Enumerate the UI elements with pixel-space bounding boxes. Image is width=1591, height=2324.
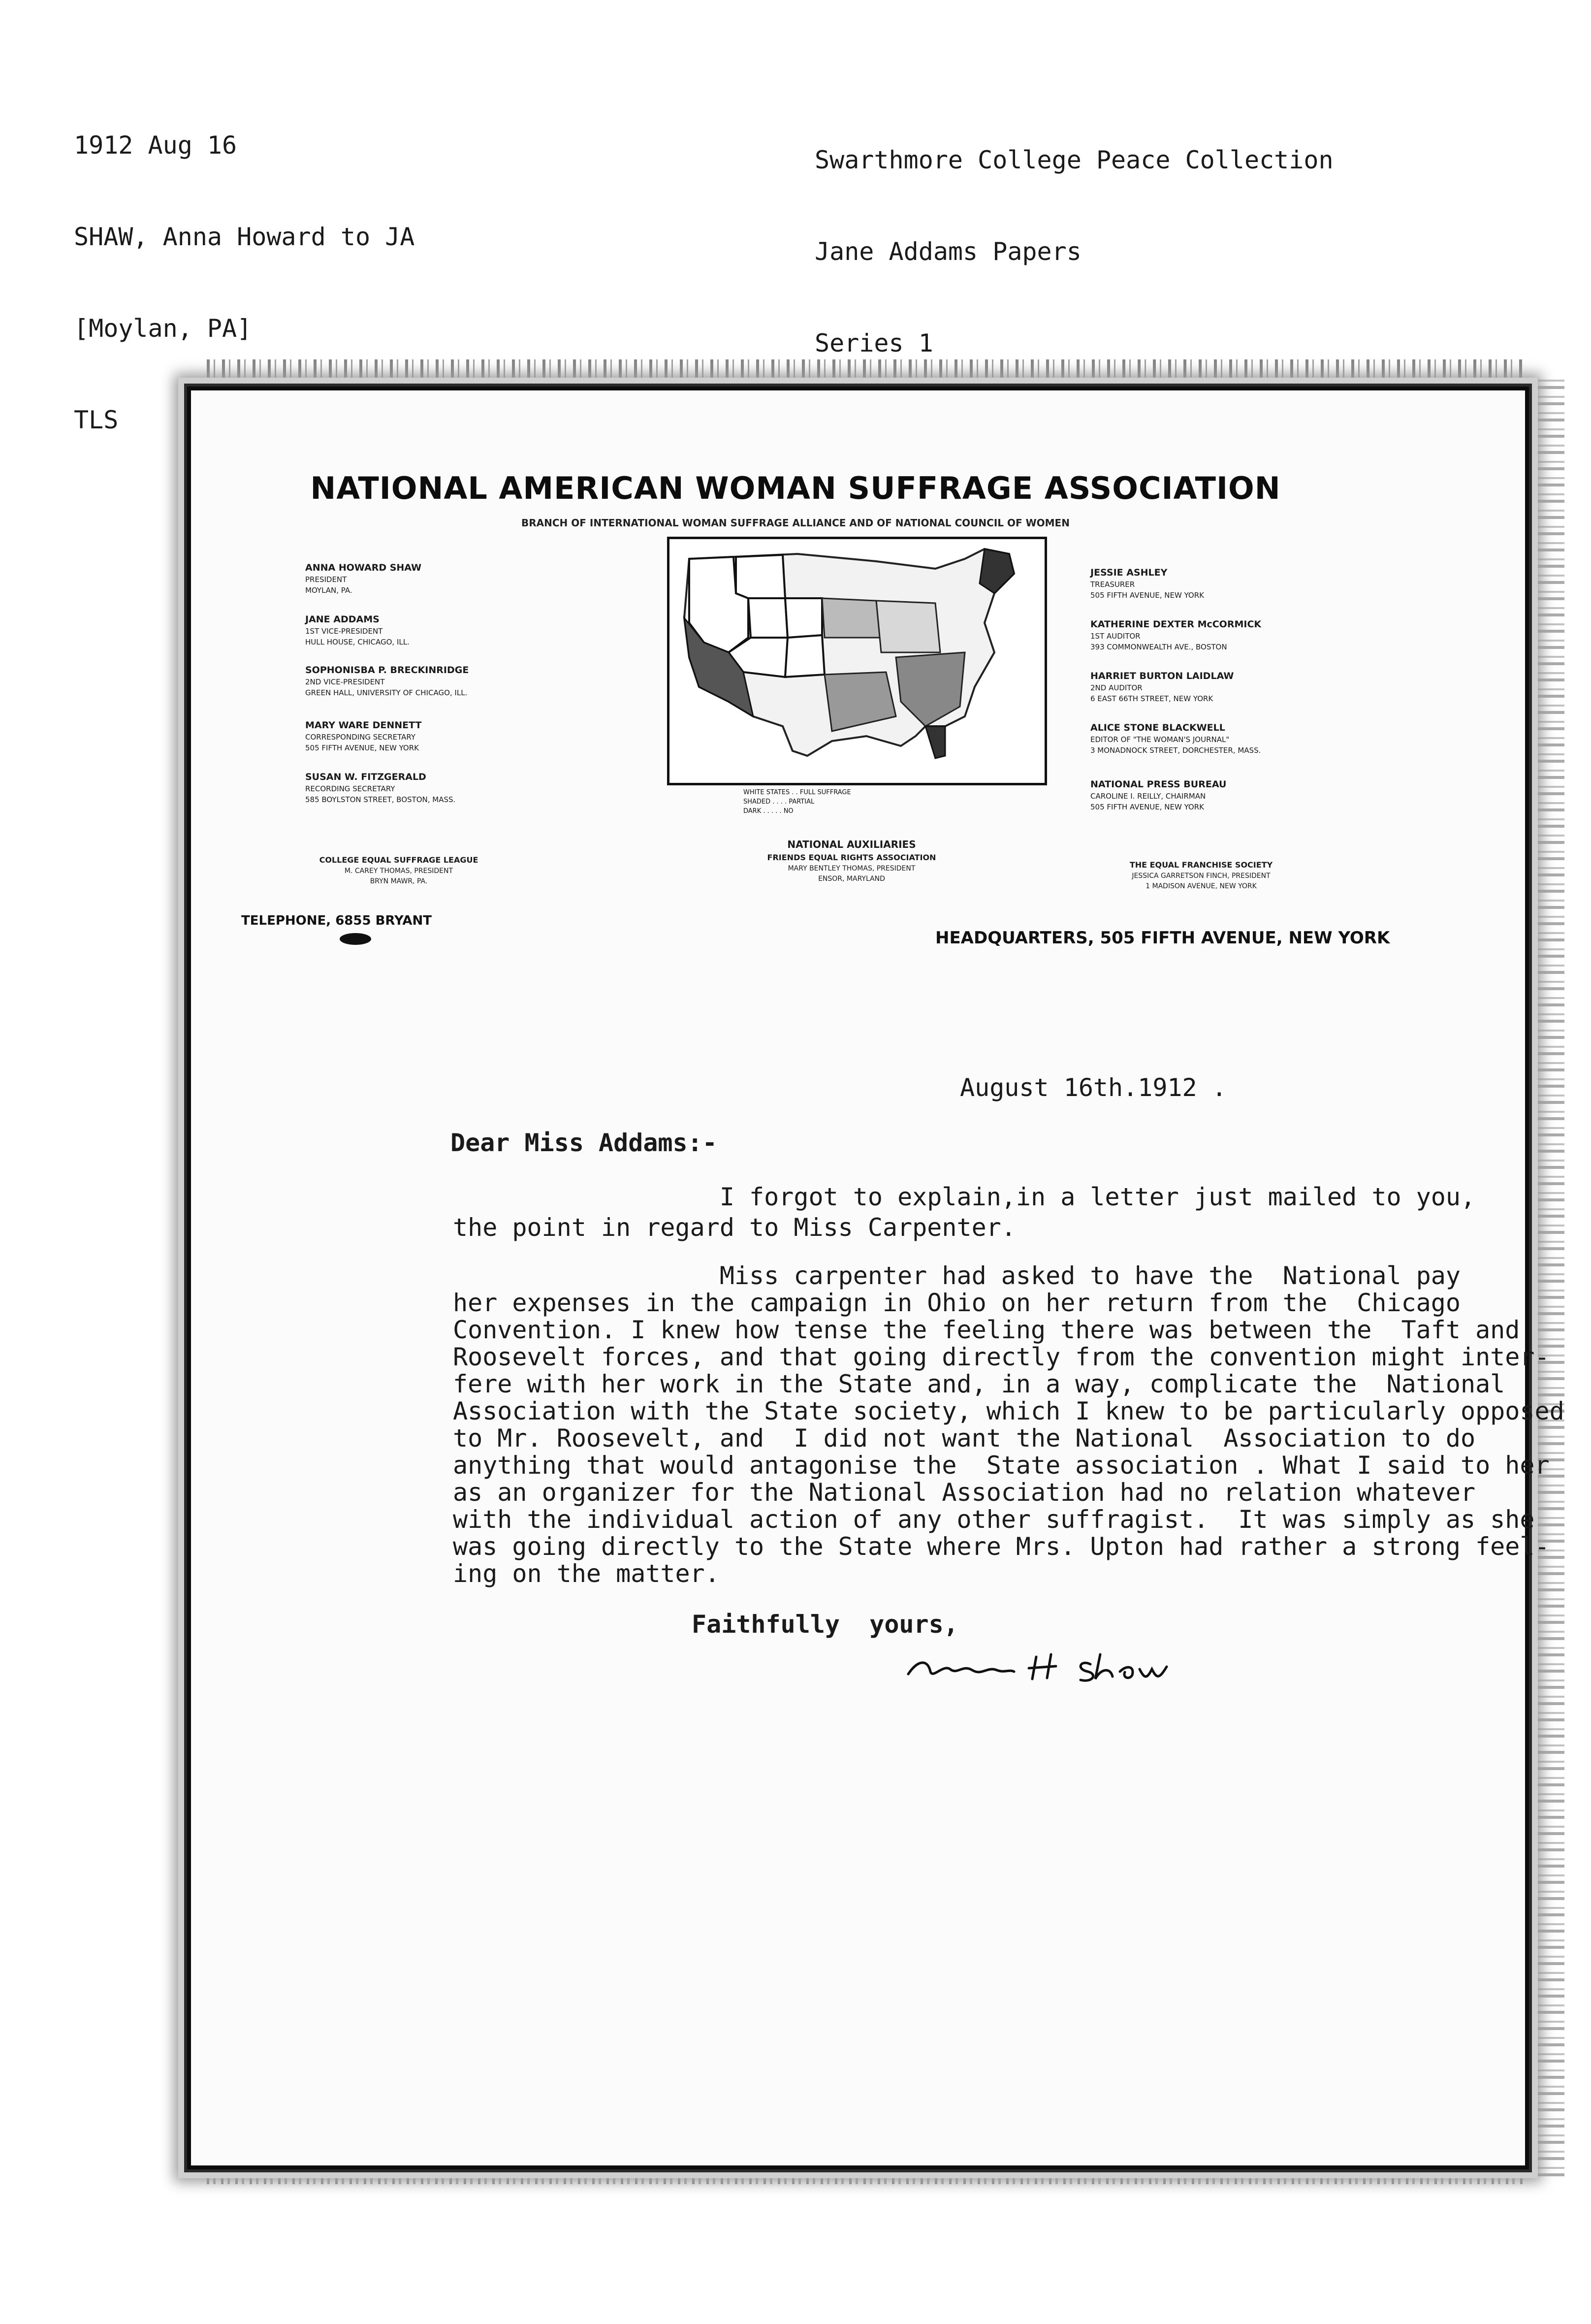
national-auxiliaries bbox=[655, 837, 1049, 884]
officer-name: JANE ADDAMS bbox=[305, 614, 380, 625]
signature-image bbox=[903, 1645, 1209, 1689]
officer-role: CORRESPONDING SECRETARY bbox=[305, 733, 416, 742]
officer-address: 505 FIFTH AVENUE, NEW YORK bbox=[1090, 803, 1204, 811]
scan-edge-noise-top bbox=[207, 359, 1526, 379]
letter-line: was going directly to the State where Mrs. Upton had rather a strong feel- bbox=[453, 1532, 1550, 1561]
officer-address: 3 MONADNOCK STREET, DORCHESTER, MASS. bbox=[1090, 746, 1261, 755]
legend-full-suffrage: WHITE STATES . . FULL SUFFRAGE bbox=[743, 789, 851, 796]
officer-right-3 bbox=[1090, 670, 1234, 704]
letterhead-headquarters: HEADQUARTERS, 505 FIFTH AVENUE, NEW YORK bbox=[935, 928, 1390, 948]
letter-line: Convention. I knew how tense the feeling there was between the Taft and bbox=[453, 1316, 1520, 1344]
letter-line: with the individual action of any other suffragist. It was simply as she bbox=[453, 1505, 1535, 1534]
letterhead-subtitle: BRANCH OF INTERNATIONAL WOMAN SUFFRAGE ALLIANCE AND OF NATIONAL COUNCIL OF WOMEN bbox=[521, 517, 1070, 529]
officer-role: 2ND AUDITOR bbox=[1090, 683, 1143, 692]
officer-address: 393 COMMONWEALTH AVE., BOSTON bbox=[1090, 643, 1227, 651]
officer-address: GREEN HALL, UNIVERSITY OF CHICAGO, ILL. bbox=[305, 688, 468, 697]
aux-right-name: THE EQUAL FRANCHISE SOCIETY bbox=[1129, 860, 1273, 870]
officer-address: HULL HOUSE, CHICAGO, ILL. bbox=[305, 638, 410, 646]
letter-line: as an organizer for the National Association had no relation whatever bbox=[453, 1478, 1476, 1507]
officer-address: MOYLAN, PA. bbox=[305, 586, 352, 595]
aux-left bbox=[276, 854, 522, 887]
aux-center-name: FRIENDS EQUAL RIGHTS ASSOCIATION bbox=[767, 853, 936, 862]
handwritten-signature bbox=[903, 1645, 1209, 1689]
officer-role: EDITOR OF "THE WOMAN'S JOURNAL" bbox=[1090, 735, 1230, 744]
aux-center-address: ENSOR, MARYLAND bbox=[818, 875, 885, 883]
legend-none: DARK . . . . . NO bbox=[743, 807, 794, 815]
officer-left-3 bbox=[305, 664, 469, 698]
officer-left-5 bbox=[305, 771, 455, 805]
letter-salutation: Dear Miss Addams:- bbox=[450, 1129, 717, 1157]
officer-role: 2ND VICE-PRESIDENT bbox=[305, 678, 385, 686]
ink-blot bbox=[340, 933, 371, 945]
us-suffrage-map bbox=[667, 537, 1047, 785]
officer-name: ALICE STONE BLACKWELL bbox=[1090, 722, 1225, 733]
archive-series: Series 1 bbox=[815, 329, 933, 357]
us-map-image bbox=[669, 539, 1040, 778]
letter-date: August 16th.1912 . bbox=[960, 1073, 1227, 1102]
legend-partial: SHADED . . . . PARTIAL bbox=[743, 798, 815, 806]
officer-right-1 bbox=[1090, 566, 1204, 601]
officer-right-4 bbox=[1090, 721, 1261, 756]
letter-line: fere with her work in the State and, in a way, complicate the National bbox=[453, 1370, 1505, 1398]
officer-role: 1ST AUDITOR bbox=[1090, 632, 1141, 641]
letter-closing: Faithfully yours, bbox=[692, 1610, 958, 1639]
aux-right bbox=[1073, 859, 1329, 892]
letter-line: Miss carpenter had asked to have the National pay bbox=[453, 1261, 1461, 1290]
archive-correspondents: SHAW, Anna Howard to JA bbox=[74, 223, 415, 251]
aux-center-president: MARY BENTLEY THOMAS, PRESIDENT bbox=[788, 865, 916, 872]
officer-right-2 bbox=[1090, 618, 1261, 652]
officer-role: 1ST VICE-PRESIDENT bbox=[305, 627, 383, 636]
archive-metadata-right bbox=[815, 84, 1334, 389]
officer-left-1 bbox=[305, 561, 421, 596]
letter-line: to Mr. Roosevelt, and I did not want the National Association to do bbox=[453, 1424, 1476, 1452]
aux-left-name: COLLEGE EQUAL SUFFRAGE LEAGUE bbox=[319, 855, 478, 865]
officer-right-5 bbox=[1090, 778, 1226, 812]
officer-name: MARY WARE DENNETT bbox=[305, 720, 422, 731]
scan-edge-noise-right bbox=[1525, 374, 1564, 2176]
officer-role: RECORDING SECRETARY bbox=[305, 784, 395, 793]
map-legend bbox=[743, 788, 851, 816]
officer-name: ANNA HOWARD SHAW bbox=[305, 562, 422, 573]
letterhead-title: NATIONAL AMERICAN WOMAN SUFFRAGE ASSOCIATION bbox=[310, 470, 1281, 506]
archive-doc-type: TLS bbox=[74, 406, 119, 434]
officer-address: 585 BOYLSTON STREET, BOSTON, MASS. bbox=[305, 795, 456, 804]
letter-line: ing on the matter. bbox=[453, 1559, 720, 1588]
officer-role: PRESIDENT bbox=[305, 575, 347, 584]
aux-left-president: M. CAREY THOMAS, PRESIDENT bbox=[344, 867, 453, 875]
letterhead-telephone: TELEPHONE, 6855 BRYANT bbox=[241, 913, 432, 928]
officer-address: 6 EAST 66TH STREET, NEW YORK bbox=[1090, 694, 1213, 703]
archive-papers: Jane Addams Papers bbox=[815, 237, 1082, 266]
officer-role: TREASURER bbox=[1090, 580, 1135, 589]
letter-line: anything that would antagonise the State association . What I said to her bbox=[453, 1451, 1550, 1480]
officer-name: SOPHONISBA P. BRECKINRIDGE bbox=[305, 665, 469, 676]
officer-left-2 bbox=[305, 613, 410, 647]
letter-line: the point in regard to Miss Carpenter. bbox=[453, 1213, 1016, 1242]
officer-role: CAROLINE I. REILLY, CHAIRMAN bbox=[1090, 792, 1206, 801]
officer-address: 505 FIFTH AVENUE, NEW YORK bbox=[305, 743, 419, 752]
letter-line: Roosevelt forces, and that going directly from the convention might inter- bbox=[453, 1343, 1550, 1371]
officer-name: JESSIE ASHLEY bbox=[1090, 567, 1168, 578]
letter-line: I forgot to explain,in a letter just mailed to you, bbox=[453, 1183, 1476, 1211]
officer-name: KATHERINE DEXTER McCORMICK bbox=[1090, 619, 1262, 630]
archive-date: 1912 Aug 16 bbox=[74, 131, 237, 160]
officer-name: NATIONAL PRESS BUREAU bbox=[1090, 779, 1227, 790]
aux-right-president: JESSICA GARRETSON FINCH, PRESIDENT bbox=[1132, 872, 1271, 880]
officer-name: SUSAN W. FITZGERALD bbox=[305, 772, 426, 782]
archive-collection: Swarthmore College Peace Collection bbox=[815, 146, 1334, 174]
officer-address: 505 FIFTH AVENUE, NEW YORK bbox=[1090, 591, 1204, 600]
aux-left-address: BRYN MAWR, PA. bbox=[370, 877, 428, 885]
aux-right-address: 1 MADISON AVENUE, NEW YORK bbox=[1146, 882, 1257, 890]
auxiliaries-heading: NATIONAL AUXILIARIES bbox=[787, 839, 916, 850]
officer-left-4 bbox=[305, 719, 422, 753]
archive-place: [Moylan, PA] bbox=[74, 314, 252, 343]
officer-name: HARRIET BURTON LAIDLAW bbox=[1090, 671, 1234, 681]
letter-line: Association with the State society, which I knew to be particularly opposed bbox=[453, 1397, 1564, 1425]
letter-line: her expenses in the campaign in Ohio on her return from the Chicago bbox=[453, 1289, 1461, 1317]
